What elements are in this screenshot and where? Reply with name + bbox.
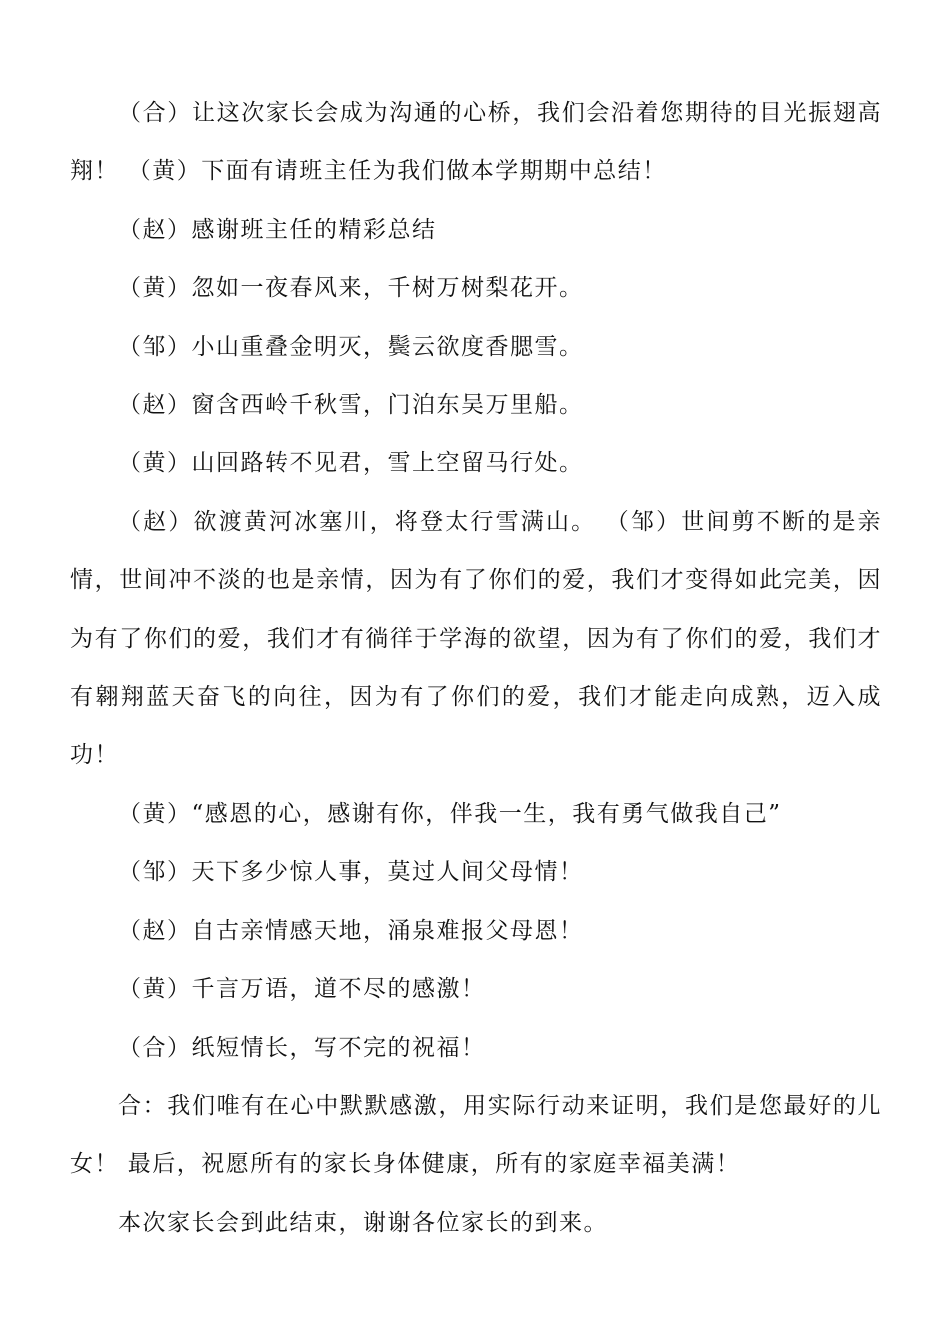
paragraph: （黄）“感恩的心，感谢有你，伴我一生，我有勇气做我自己” <box>118 800 782 827</box>
paragraph: （合）让这次家长会成为沟通的心桥，我们会沿着您期待的目光振翅高翔！ （黄）下面有请班主任为我们做本学期期中总结！ <box>70 100 882 185</box>
paragraph: （赵）感谢班主任的精彩总结 <box>118 216 437 243</box>
paragraph: （邹）天下多少惊人事，莫过人间父母情！ <box>118 859 584 886</box>
paragraph: （黄）千言万语，道不尽的感激！ <box>118 976 486 1003</box>
paragraph: 合：我们唯有在心中默默感激，用实际行动来证明，我们是您最好的儿女！ 最后，祝愿所有的家长身体健康，所有的家庭幸福美满！ <box>70 1092 882 1178</box>
paragraph: （赵）欲渡黄河冰塞川，将登太行雪满山。 （邹）世间剪不断的是亲情，世间冲不淡的也是亲情，因为有了你们的爱，我们才变得如此完美，因为有了你们的爱，我们才有徜徉于学海的欲望，因为有了你们的爱，我们才有翱翔蓝天奋飞的向往，因为有了你们的爱，我们才能走向成熟，迈入成功！ <box>70 508 882 769</box>
document-body <box>70 84 882 1252</box>
paragraph: （合）纸短情长，写不完的祝福！ <box>118 1034 486 1061</box>
paragraph: （赵）自古亲情感天地，涌泉难报父母恩！ <box>118 917 584 944</box>
paragraph: （邹）小山重叠金明灭，鬓云欲度香腮雪。 <box>118 333 584 360</box>
paragraph: （赵）窗含西岭千秋雪，门泊东吴万里船。 <box>118 392 584 419</box>
paragraph: （黄）山回路转不见君，雪上空留马行处。 <box>118 450 584 477</box>
paragraph: 本次家长会到此结束，谢谢各位家长的到来。 <box>118 1209 608 1236</box>
paragraph: （黄）忽如一夜春风来，千树万树梨花开。 <box>118 275 584 302</box>
